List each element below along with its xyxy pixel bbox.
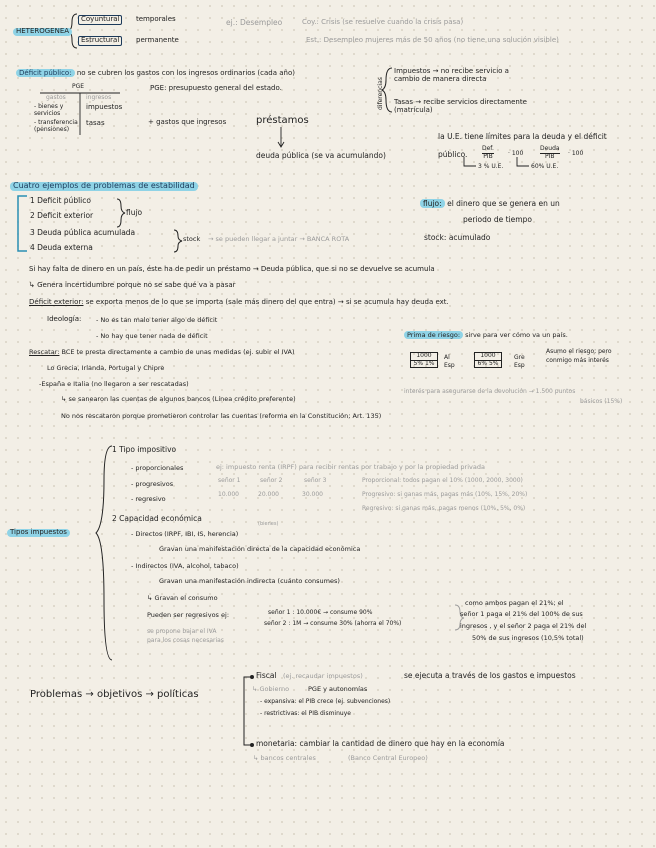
gobierno-label: ↳ Gobierno <box>252 685 290 693</box>
incertidumbre: ↳ Genera incertidumbre porque no se sabe qué va a pasar <box>29 281 236 289</box>
regresivo: - regresivo <box>131 495 166 503</box>
rescatar-heading: Rescatar: <box>29 348 60 356</box>
espana-italia: -España e Italia (no llegaron a ser rescatadas) <box>39 380 189 388</box>
deuda-num: Deuda <box>540 145 560 152</box>
tasas-label: tasas <box>86 119 105 127</box>
tasas-definition: Tasas → recibe servicios directamente (matrícula) <box>394 98 527 114</box>
label-al: Al <box>444 354 450 361</box>
fiscal-note: (ej. recaudar impuestos) <box>283 672 363 680</box>
propone-iva: se propone bajar el IVA <box>147 628 217 635</box>
flujo-label: flujo <box>126 208 143 217</box>
bce-note: (Banco Central Europeo) <box>348 754 428 762</box>
mas-gastos: + gastos que ingresos <box>148 118 227 126</box>
ingresos-label: ingresos <box>86 94 112 101</box>
publico-label: público. <box>438 150 468 159</box>
stock-label: stock <box>183 235 201 243</box>
deuda-publica: deuda pública (se va acumulando) <box>256 151 386 160</box>
bond1-top: 1000 <box>411 353 437 361</box>
stock-def-text: acumulado <box>448 233 491 242</box>
sanearon: ↳ se sanearon las cuentas de algunos bancos (Línea crédito preferente) <box>61 395 296 403</box>
proporcionales: - proporcionales <box>131 464 184 472</box>
gravan-consumo: ↳ Gravan el consumo <box>147 594 218 602</box>
prima-heading: Prima de riesgo: <box>404 331 463 339</box>
stock-note: → se pueden llegar a juntar → BANCA ROTA <box>208 235 350 243</box>
regresivo-def: Regresivo: si ganas más, pagas menos (10%, 5%, 0%) <box>362 505 526 512</box>
x100-b: · 100 <box>568 150 584 157</box>
gravan-indirecta: Gravan una manifestación indirecta (cuánto consumes) <box>159 577 340 585</box>
bienes-note: (bienes) <box>258 521 279 527</box>
item-deuda-externa: 4 Deuda externa <box>30 243 93 252</box>
deficit-title-text: Déficit público: <box>16 69 75 77</box>
impuestos-label: impuestos <box>86 103 123 111</box>
grecia-list: Lo Grecia, Irlanda, Portugal y Chipre <box>47 364 165 372</box>
stock-definition <box>424 234 490 242</box>
flujo-def-text: el dinero que se genera en un <box>447 199 560 208</box>
rescatar-def <box>29 349 295 356</box>
temporales-label: temporales <box>136 15 176 23</box>
pib-den: PIB <box>483 152 493 160</box>
def-over-pib <box>482 146 494 160</box>
proporcional-def: Proporcional: todos pagan el 10% (1000, 2000, 3000) <box>362 477 523 484</box>
bond1-bottom: 5% 1% <box>413 359 435 367</box>
flujo-definition <box>420 200 560 208</box>
deficit-exterior-def <box>29 299 449 307</box>
valor-1: 10.000 <box>218 491 239 498</box>
rescatar-text: BCE te presta directamente a cambio de unas medidas (ej. subir el IVA) <box>61 348 295 356</box>
label-gre: Gre <box>514 354 525 361</box>
flujo-heading: flujo: <box>420 199 445 208</box>
problemas-objetivos-politicas: Problemas → objetivos → políticas <box>30 689 199 700</box>
deficit-title <box>16 70 295 78</box>
pge-definition: PGE: presupuesto general del estado. <box>150 84 282 92</box>
coyuntural-label: Coyuntural <box>78 15 122 25</box>
ej1: ej.: Desempleo <box>226 18 283 27</box>
tipos-impuestos-label: Tipos impuestos <box>7 529 70 537</box>
stock-heading: stock: <box>424 233 447 242</box>
expansiva: - expansiva: el PIB crece (ej. subvenciones) <box>260 698 391 705</box>
asumo-riesgo: Asumo el riesgo; pero <box>546 348 612 355</box>
ideologia-2: - No hay que tener nada de déficit <box>96 332 208 340</box>
bond-box-2 <box>474 352 502 368</box>
limit-3: 3 % U.E. <box>478 163 504 170</box>
def-num: Def. <box>482 145 494 152</box>
prima-text: sirve para ver cómo va un país. <box>465 331 568 339</box>
bienes-label: - bienes y servicios <box>34 103 64 117</box>
deuda-over-pib <box>540 146 560 160</box>
deficit-title-rest: no se cubren los gastos con los ingresos ordinarios (cada año) <box>76 69 295 77</box>
monetaria-definition <box>256 740 505 748</box>
falta-dinero: Si hay falta de dinero en un país, éste ha de pedir un préstamo → Deuda pública, que si no se devuelve se acumula <box>29 265 435 273</box>
bond-box-1 <box>410 352 438 368</box>
label-esp-2: Esp <box>514 362 525 369</box>
estructural-label: Estructural <box>78 36 122 46</box>
interes-note-2: básicos (15%) <box>580 398 623 405</box>
senor-1: señor 1 <box>218 477 241 484</box>
fiscal-label: Fiscal <box>256 671 277 680</box>
propone-iva-2: para los cosas necesarias <box>147 637 224 644</box>
gravan-directa: Gravan una manifestación directa de la capacidad económica <box>159 545 361 553</box>
flujo-definition-2: periodo de tiempo <box>463 215 532 224</box>
valor-2: 20.000 <box>258 491 279 498</box>
restrictiva: - restrictivas: el PIB disminuye <box>260 710 351 717</box>
permanente-label: permanente <box>136 36 179 44</box>
interes-note: interés para asegurarse de la devolución → 1.500 puntos <box>404 388 576 395</box>
directos: - Directos (IRPF, IBI, IS, herencia) <box>131 530 239 538</box>
pge-autonomias: PGE y autonomías <box>308 685 368 693</box>
gastos-label: gastos <box>46 94 66 101</box>
pib-den-2: PIB <box>545 152 555 160</box>
deficit-exterior-heading: Déficit exterior: <box>29 298 84 306</box>
prestamos-label: préstamos <box>256 115 309 126</box>
x100-a: · 100 <box>508 150 524 157</box>
bond2-top: 1000 <box>475 353 501 361</box>
valor-3: 30.000 <box>302 491 323 498</box>
como-ambos-4: 50% de sus ingresos (10,5% total) <box>472 634 584 642</box>
bond2-bottom: 6% 5% <box>477 359 499 367</box>
transferencia-label: - transferencia (pensiones) <box>34 119 78 133</box>
progresivos: - progresivos <box>131 480 174 488</box>
no-rescataron: No nos rescataron porque prometieron controlar las cuentas (reforma en la Constitución; Art. 135) <box>61 412 382 420</box>
ej2: Est.: Desempleo mujeres más de 50 años (no tiene una solución visible) <box>306 36 559 44</box>
senor-2: señor 2 <box>260 477 283 484</box>
sr2-consumo: señor 2 : 1M → consume 30% (ahorra el 70%) <box>264 620 402 627</box>
diferencias-label: diferencias <box>377 77 384 110</box>
capacidad-economica: 2 Capacidad económica <box>112 514 202 523</box>
label-esp: Esp <box>444 362 455 369</box>
ideologia-1: - No es tan malo tener algo de déficit <box>96 316 218 324</box>
irpf-example: ej: impuesto renta (IRPF) para recibir rentas por trabajo y por la propiedad privada <box>216 463 485 471</box>
progresivo-def: Progresivo: si ganas más, pagas más (10%, 15%, 20%) <box>362 491 528 498</box>
como-ambos-3: ingresos , y el señor 2 paga el 21% del <box>460 622 587 630</box>
cuatro-ejemplos-title: Cuatro ejemplos de problemas de estabilidad <box>10 182 198 191</box>
item-deuda-acumulada: 3 Deuda pública acumulada <box>30 228 136 237</box>
ej1b: Coy.: Crisis (se resuelve cuando la crisis pasa) <box>302 18 464 26</box>
limit-60: 60% U.E. <box>531 163 559 170</box>
heterogenea-title: HETEROGENEA <box>13 28 72 36</box>
indirectos: - Indirectos (IVA, alcohol, tabaco) <box>131 562 239 570</box>
fiscal-definition: se ejecuta a través de los gastos e impuestos <box>404 671 576 680</box>
sr1-consumo: señor 1 : 10.000€ → consume 90% <box>268 609 373 616</box>
monetaria-heading: monetaria: <box>256 739 298 748</box>
como-ambos-1: como ambos pagan el 21%; el <box>465 599 564 607</box>
ideologia-label: Ideología: <box>47 315 82 323</box>
impuestos-definition: Impuestos → no recibe servicio a cambio de manera directa <box>394 67 509 83</box>
deficit-exterior-text: se exporta menos de lo que se importa (sale más dinero del que entra) → si se acumula hay deuda ext. <box>85 298 449 306</box>
asumo-riesgo-2: conmigo más interés <box>546 357 609 364</box>
tipo-impositivo: 1 Tipo impositivo <box>112 445 177 454</box>
ue-limits: la U.E. tiene límites para la deuda y el déficit <box>438 132 607 141</box>
prima-riesgo <box>404 332 568 339</box>
pueden-regresivos: Pueden ser regresivos ej: <box>147 611 230 619</box>
senor-3: señor 3 <box>304 477 327 484</box>
item-deficit-publico: 1 Deficit público <box>30 196 91 205</box>
monetaria-text: cambiar la cantidad de dinero que hay en la economía <box>299 739 505 748</box>
como-ambos-2: señor 1 paga el 21% del 100% de sus <box>460 610 583 618</box>
pge-label: PGE <box>72 83 85 90</box>
bancos-centrales: ↳ bancos centrales <box>253 754 316 762</box>
item-deficit-exterior: 2 Deficit exterior <box>30 211 94 220</box>
